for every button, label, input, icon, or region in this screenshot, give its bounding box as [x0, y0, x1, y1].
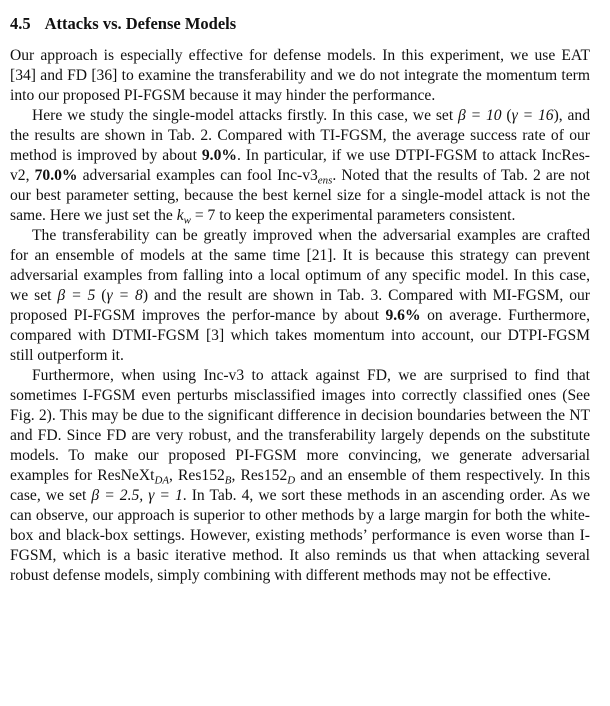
section-heading [10, 14, 590, 34]
gamma-equation: γ = 8 [106, 287, 143, 304]
success-rate-value: 70.0% [34, 167, 78, 184]
paper-page [10, 10, 590, 586]
section-number: 4.5 [10, 14, 31, 33]
beta-equation: β = 5 [57, 287, 96, 304]
improvement-value: 9.0% [201, 147, 237, 164]
gamma-equation: γ = 16 [511, 107, 554, 124]
paragraph-3: The transferability can be greatly improved when the adversarial examples are crafted for an ensemble of models at the same time [21]. It is because this strategy can prevent adversarial examples from falling into a local optimum of any specific model. In this case, we set β = 5 (γ = 8) and the result are shown in Tab. 3. Compared with MI-FGSM, our proposed PI-FGSM improves the perfor-mance by about 9.6% on average. Furthermore, compared with DTMI-FGSM [3] which takes momentum into account, our DTPI-FGSM still outperform it. [10, 227, 590, 364]
section-title: Attacks vs. Defense Models [44, 14, 237, 33]
kernel-size-symbol: k [176, 207, 184, 224]
improvement-value: 9.6% [385, 307, 421, 324]
paragraph-4: Furthermore, when using Inc-v3 to attack against FD, we are surprised to find that sometimes I-FGSM even perturbs misclassified images into correctly classified ones (See Fig. 2). This may be due to the significant difference in decision boundaries between the NT and FD. Since FD are very robust, and the transferability largely depends on the substitute models. To make our proposed PI-FGSM more convincing, we generate adversarial examples for ResNeXt$_{DA}$, $Res152_B$, $Res152_D$ and an ensemble of them respectively. In this case, we set β = 2.5, γ = 1. In Tab. 4, we sort these methods in an ascending order. As we can observe, our approach is superior to other methods by a large margin for both the white-box and black-box settings. However, existing methods’ performance is even worse than I-FGSM, which is a basic iterative method. It also reminds us that when attacking several robust defense models, simply combining with different methods may not be effective. [10, 367, 591, 584]
beta-equation: β = 10 [458, 107, 502, 124]
paragraph-1: Our approach is especially effective for defense models. In this experiment, we use EAT [34] and FD [36] to examine the transferability and we do not integrate the momentum term into our proposed PI-FGSM because it may hinder the performance. [10, 47, 590, 104]
paragraph-2: Here we study the single-model attacks firstly. In this case, we set β = 10 (γ = 16), and the results are shown in Tab. 2. Compared with TI-FGSM, the average success rate of our method is improved by about 9.0%. In particular, if we use DTPI-FGSM to attack IncRes-v2, 70.0% adversarial examples can fool Inc-$v3_{ens}$. Noted that the results of Tab. 2 are not our best parameter setting, because the best kernel size for a single-model attack is not the same. Here we just set the $k_w = 7$ to keep the experimental parameters consistent. [10, 107, 591, 227]
parameter-equation: β = 2.5, γ = 1 [91, 487, 183, 504]
